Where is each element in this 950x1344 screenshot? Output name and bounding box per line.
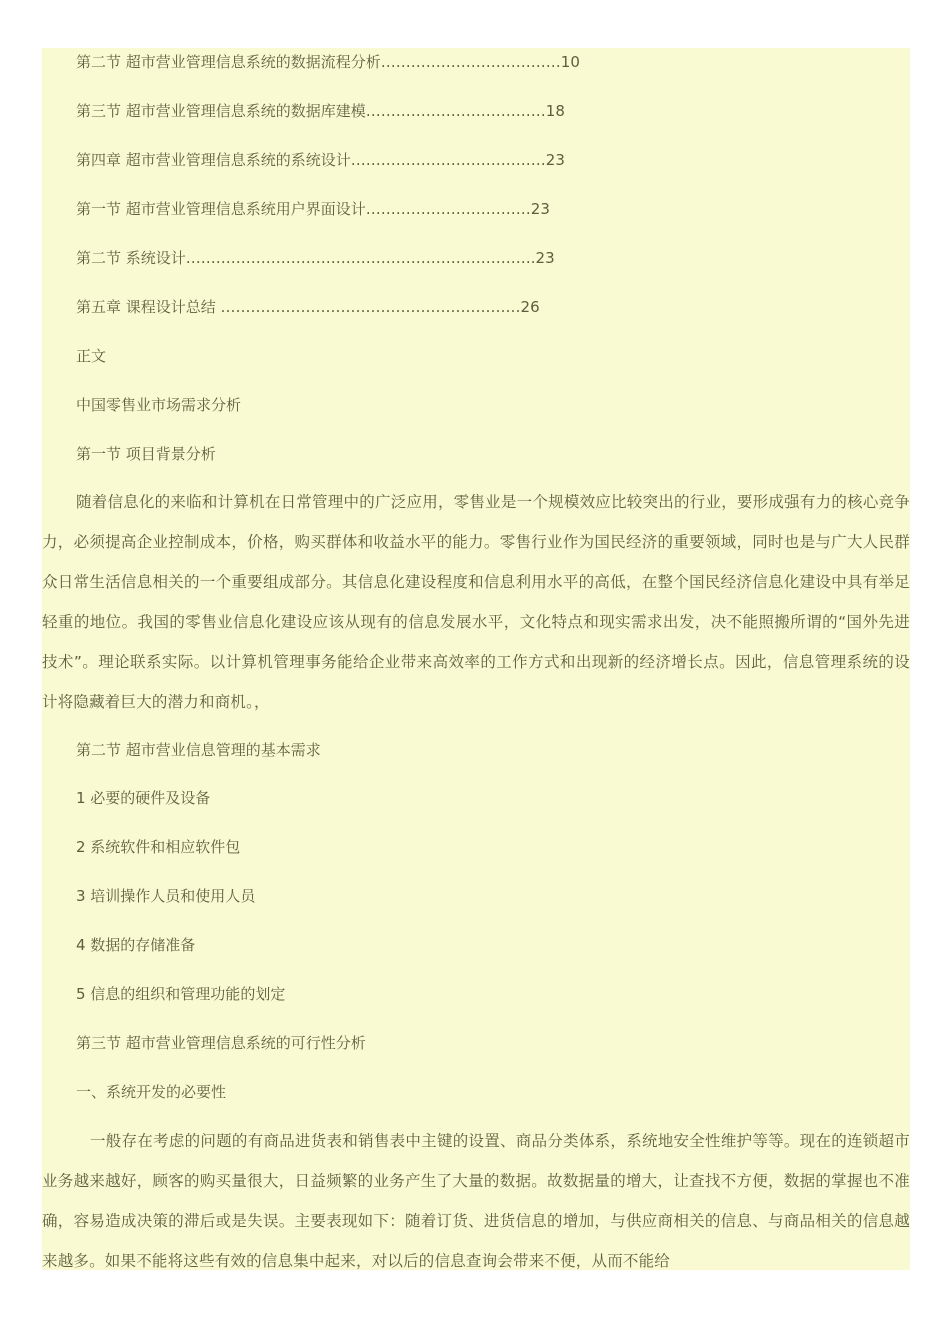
- section-title: 第二节 超市营业信息管理的基本需求: [76, 741, 321, 759]
- body-title: 正文: [76, 347, 107, 365]
- section-title: 第三节 超市营业管理信息系统的可行性分析: [76, 1034, 366, 1052]
- toc-entry[interactable]: 第二节 系统设计…………………………………………………………….23: [76, 249, 555, 267]
- requirement-item: 5 信息的组织和管理功能的划定: [76, 985, 286, 1003]
- toc-entry[interactable]: 第一节 超市营业管理信息系统用户界面设计……………………………23: [76, 200, 550, 218]
- toc-entry[interactable]: 第五章 课程设计总结 ……………………………………………………26: [76, 298, 540, 316]
- document-page: [42, 48, 910, 1270]
- necessity-paragraph: 一般存在考虑的问题的有商品进货表和销售表中主键的设置、商品分类体系，系统地安全性维护等等。现在的连锁超市业务越来越好，顾客的购买量很大，日益频繁的业务产生了大量的数据。故数据量的增大，让查找不方便，数据的掌握也不准确，容易造成决策的滞后或是失误。主要表现如下：随着订货、进货信息的增加，与供应商相关的信息、与商品相关的信息越来越多。如果不能将这些有效的信息集中起来，对以后的信息查询会带来不便，从而不能给: [42, 1132, 910, 1270]
- toc-entry[interactable]: 第三节 超市营业管理信息系统的数据库建模………………………………18: [76, 102, 565, 120]
- toc-entry[interactable]: 第二节 超市营业管理信息系统的数据流程分析………………………………10: [76, 53, 580, 71]
- background-paragraph: 随着信息化的来临和计算机在日常管理中的广泛应用，零售业是一个规模效应比较突出的行业，要形成强有力的核心竞争力，必须提高企业控制成本，价格，购买群体和收益水平的能力。零售行业作为国民经济的重要领域，同时也是与广大人民群众日常生活信息相关的一个重要组成部分。其信息化建设程度和信息利用水平的高低，在整个国民经济信息化建设中具有举足轻重的地位。我国的零售业信息化建设应该从现有的信息发展水平，文化特点和现实需求出发，决不能照搬所谓的“国外先进技术”。理论联系实际。以计算机管理事务能给企业带来高效率的工作方式和出现新的经济增长点。因此，信息管理系统的设计将隐藏着巨大的潜力和商机。，: [42, 493, 910, 711]
- requirement-item: 3 培训操作人员和使用人员: [76, 887, 256, 905]
- section-title: 第一节 项目背景分析: [76, 445, 216, 463]
- requirement-item: 1 必要的硬件及设备: [76, 789, 211, 807]
- subsection-title: 一、系统开发的必要性: [76, 1083, 227, 1101]
- toc-entry[interactable]: 第四章 超市营业管理信息系统的系统设计…………………………………23: [76, 151, 565, 169]
- requirement-item: 4 数据的存储准备: [76, 936, 196, 954]
- chapter-title: 中国零售业市场需求分析: [76, 396, 242, 414]
- requirement-item: 2 系统软件和相应软件包: [76, 838, 241, 856]
